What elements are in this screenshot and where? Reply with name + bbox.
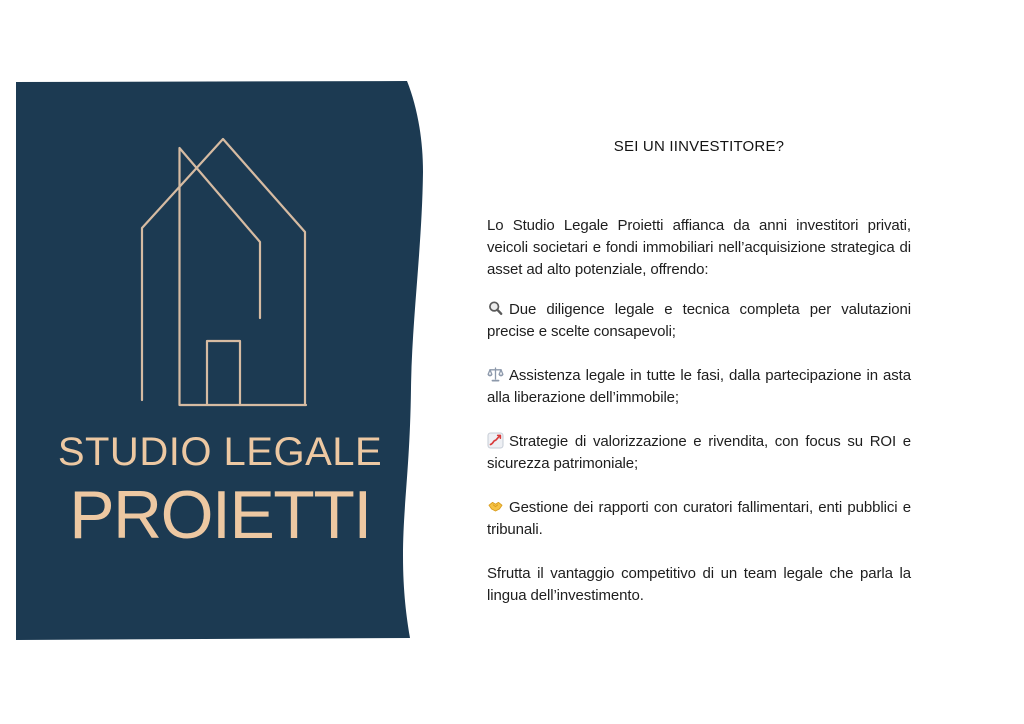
bullet-gestione-rapporti — [487, 497, 911, 541]
bullet-text: Assistenza legale in tutte le fasi, dalla partecipazione in asta alla liberazione dell’immobile; — [487, 367, 911, 406]
bullet-due-diligence — [487, 299, 911, 343]
bullet-assistenza-legale — [487, 365, 911, 409]
bullet-text: Due diligence legale e tecnica completa per valutazioni precise e scelte consapevoli; — [487, 301, 911, 340]
scales-icon — [487, 366, 504, 383]
bullet-strategie — [487, 431, 911, 475]
handshake-icon — [487, 498, 504, 515]
bullet-text: Gestione dei rapporti con curatori fallimentari, enti pubblici e tribunali. — [487, 499, 911, 538]
magnifier-icon — [487, 300, 504, 317]
closing-paragraph: Sfrutta il vantaggio competitivo di un team legale che parla la lingua dell’investimento. — [487, 565, 911, 604]
chart-increasing-icon — [487, 432, 504, 449]
intro-paragraph: Lo Studio Legale Proietti affianca da anni investitori privati, veicoli societari e fondi immobiliari nell’acquisizione strategica di asset ad alto potenziale, offrendo: — [487, 217, 911, 278]
brand-panel-background — [16, 81, 423, 640]
page-title: SEI UN IINVESTITORE? — [613, 138, 785, 155]
bullet-text: Strategie di valorizzazione e rivendita, con focus su ROI e sicurezza patrimoniale; — [487, 433, 911, 472]
brand-name-line1: STUDIO LEGALE — [57, 430, 383, 474]
content-column — [487, 136, 911, 607]
brand-name-line2: PROIETTI — [69, 477, 371, 553]
